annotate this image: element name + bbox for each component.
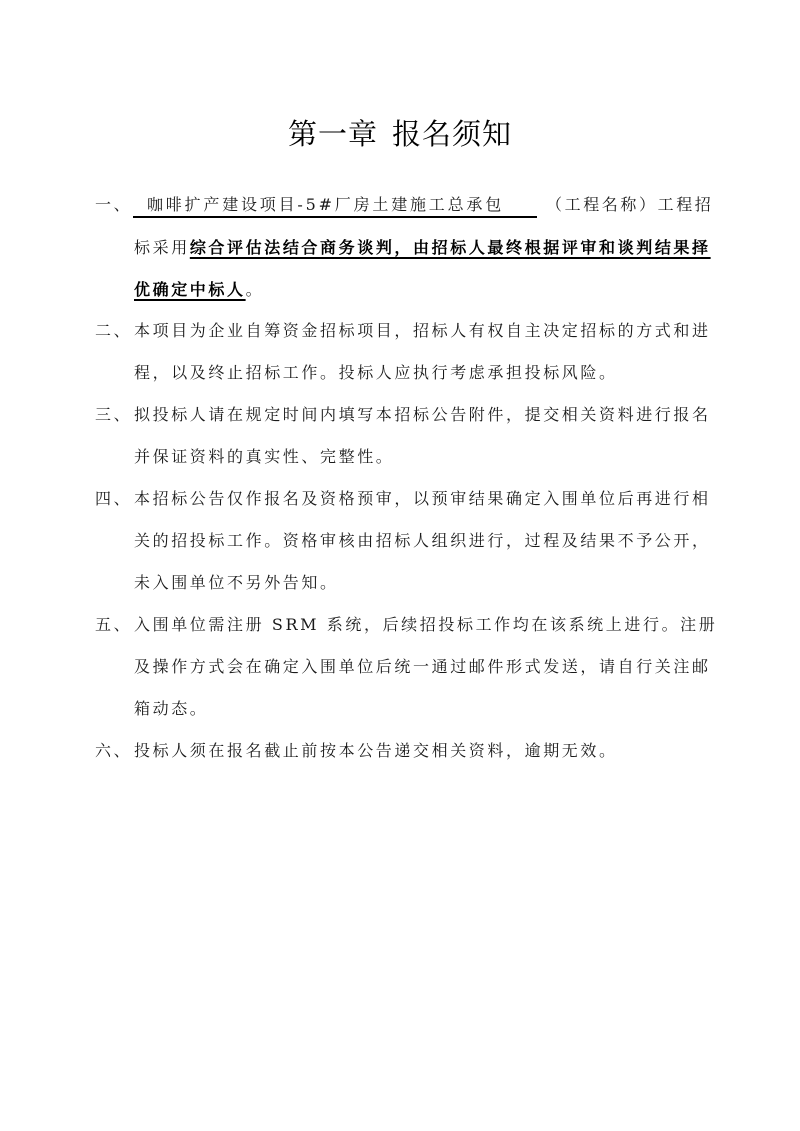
section-4-line-1: [0, 486, 800, 512]
section-1-line-3: [0, 277, 800, 303]
section-3-text-1: 拟投标人请在规定时间内填写本招标公告附件，提交相关资料进行报名: [134, 405, 711, 424]
section-6-text-1: 投标人须在报名截止前按本公告递交相关资料，逾期无效。: [134, 741, 618, 760]
project-name: 咖啡扩产建设项目-5#厂房土建施工总承包: [147, 195, 504, 214]
section-5-line-1: [0, 612, 800, 638]
section-4-text-3: 未入围单位不另外告知。: [134, 573, 339, 592]
section-1-bold-underlined-end: 优确定中标人: [134, 280, 246, 299]
section-5-line-3: [0, 696, 800, 722]
section-2-text-2: 程，以及终止招标工作。投标人应执行考虑承担投标风险。: [134, 363, 618, 382]
project-name-field: [133, 192, 537, 218]
section-5-text-2: 及操作方式会在确定入围单位后统一通过邮件形式发送，请自行关注邮: [134, 657, 711, 676]
section-6-line-1: [0, 738, 800, 764]
section-4-text-1: 本招标公告仅作报名及资格预审，以预审结果确定入围单位后再进行相: [134, 489, 711, 508]
section-5-text-1: 入围单位需注册 SRM 系统，后续招投标工作均在该系统上进行。注册: [134, 615, 718, 634]
section-2-number: 二、: [95, 321, 133, 340]
section-1-bold-underlined: 综合评估法结合商务谈判，由招标人最终根据评审和谈判结果择: [189, 238, 711, 257]
section-4-number: 四、: [95, 489, 133, 508]
section-5-line-2: [0, 654, 800, 680]
section-5-text-3: 箱动态。: [134, 699, 209, 718]
chapter-heading: 报名须知: [392, 117, 513, 151]
section-5-number: 五、: [95, 615, 133, 634]
section-3-number: 三、: [95, 405, 133, 424]
section-1-number: 一、: [95, 195, 133, 214]
section-1-plain-text: 标采用: [134, 238, 190, 257]
section-4-line-2: [0, 528, 800, 554]
section-3-text-2: 并保证资料的真实性、完整性。: [134, 447, 395, 466]
chapter-title: [0, 112, 800, 153]
section-4-text-2: 关的招投标工作。资格审核由招标人组织进行，过程及结果不予公开，: [134, 531, 711, 550]
section-2-text-1: 本项目为企业自筹资金招标项目，招标人有权自主决定招标的方式和进: [134, 321, 711, 340]
section-1-line-2: [0, 235, 800, 261]
section-1-line-1: [0, 192, 800, 218]
section-1-period: 。: [245, 280, 265, 299]
section-2-line-2: [0, 360, 800, 386]
section-4-line-3: [0, 570, 800, 596]
section-3-line-2: [0, 444, 800, 470]
section-6-number: 六、: [95, 741, 133, 760]
section-2-line-1: [0, 318, 800, 344]
section-3-line-1: [0, 402, 800, 428]
section-1-after-blank: （工程名称）工程招: [546, 195, 714, 214]
chapter-number: 第一章: [287, 117, 378, 151]
